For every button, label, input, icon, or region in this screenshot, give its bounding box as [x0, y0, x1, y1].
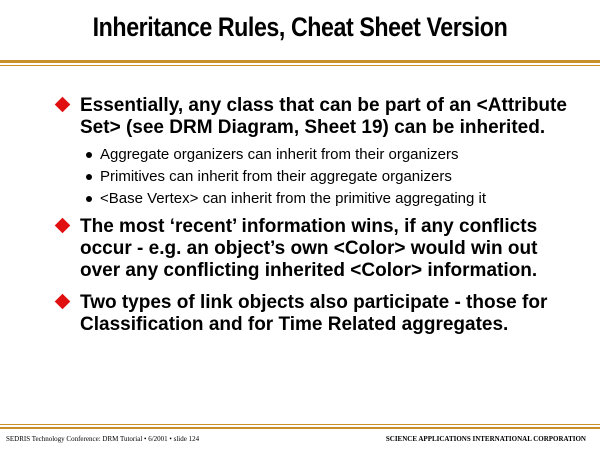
sub-bullet-2-text: Primitives can inherit from their aggregate organizers — [100, 168, 452, 185]
black-dot-icon — [86, 174, 92, 180]
bottom-rule — [0, 427, 600, 429]
bottom-rule-thin — [0, 424, 600, 425]
top-rule-thin — [0, 65, 600, 66]
slide-title: Inheritance Rules, Cheat Sheet Version — [92, 12, 508, 42]
bullet-3 — [55, 292, 580, 336]
sub-bullet-1-text: Aggregate organizers can inherit from their organizers — [100, 146, 459, 163]
sub-bullet-3-text: <Base Vertex> can inherit from the primitive aggregating it — [100, 190, 487, 207]
bullet-1-text: Essentially, any class that can be part of an <Attribute Set> (see DRM Diagram, Sheet 19) can be inherited. — [80, 95, 567, 138]
footer-company: SCIENCE APPLICATIONS INTERNATIONAL CORPORATION — [385, 435, 586, 443]
top-rule — [0, 60, 600, 63]
bullet-3-text: Two types of link objects also participate - those for Classification and for Time Related aggregates. — [80, 292, 548, 335]
black-dot-icon — [86, 152, 92, 158]
red-diamond-icon — [55, 218, 71, 234]
black-dot-icon — [86, 196, 92, 202]
sub-bullet-2 — [55, 166, 580, 188]
bullet-2 — [55, 216, 580, 282]
red-diamond-icon — [55, 294, 71, 310]
slide-content — [55, 95, 580, 336]
sub-bullet-3 — [55, 188, 580, 210]
red-diamond-icon — [55, 97, 71, 113]
footer-conference: SEDRIS Technology Conference: DRM Tutorial • 6/2001 • slide 124 — [6, 435, 200, 443]
bullet-1 — [55, 95, 580, 139]
bullet-1-subs — [55, 144, 580, 210]
bullet-2-text: The most ‘recent’ information wins, if any conflicts occur - e.g. an object’s own <Color> would win out over any conflicting inherited <Color> information. — [80, 216, 538, 281]
sub-bullet-1 — [55, 144, 580, 166]
